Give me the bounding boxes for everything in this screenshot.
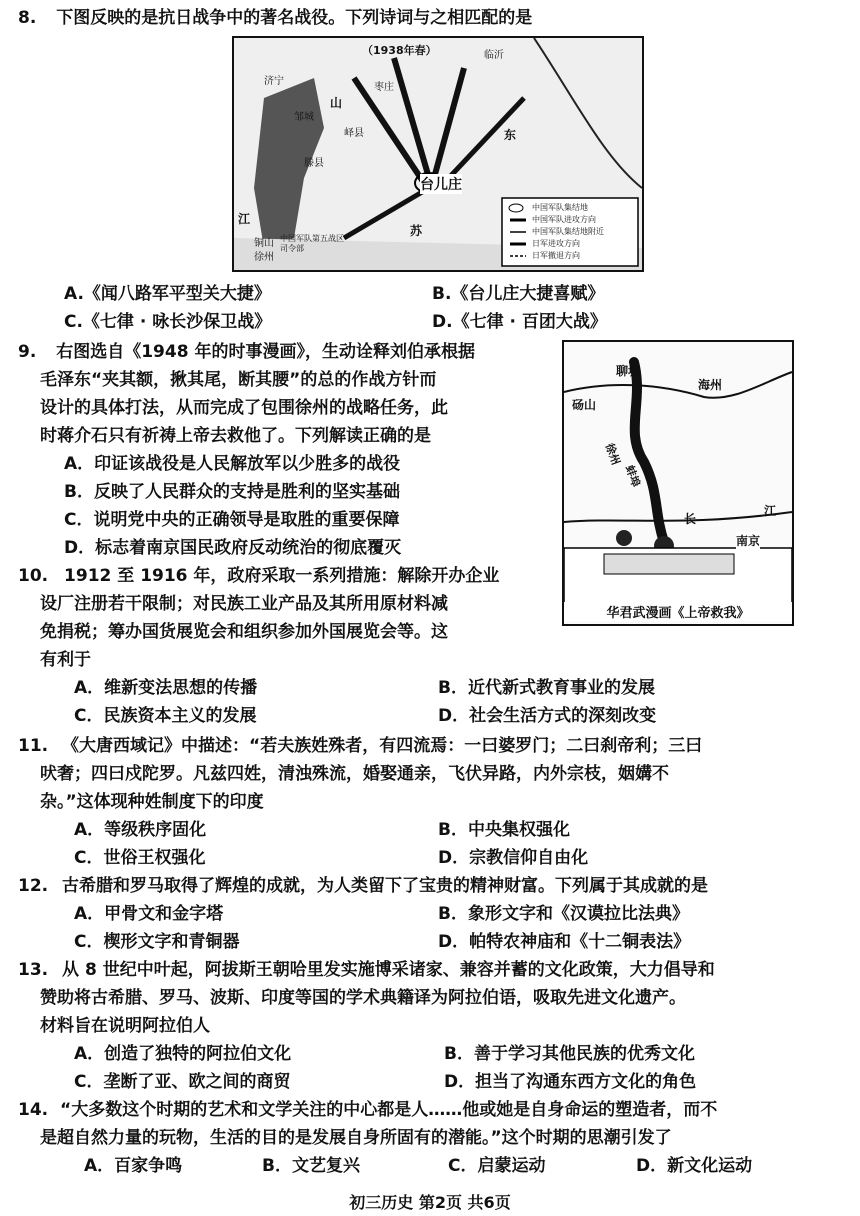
page-footer: 初三历史 第2页 共6页 bbox=[349, 1193, 511, 1212]
q11-line-1-row bbox=[18, 734, 702, 758]
q12-number: 12. bbox=[18, 876, 49, 896]
map-place-linyi: 临沂 bbox=[484, 50, 504, 61]
q10-line-1-row bbox=[18, 564, 499, 588]
q10-line-2: 设厂注册若干限制；对民族工业产品及其所用原材料减 bbox=[40, 594, 448, 614]
q9-number: 9. bbox=[18, 342, 37, 362]
cartoon-place-chang: 长 bbox=[684, 512, 697, 526]
cartoon-paper bbox=[604, 554, 734, 574]
map-year-label: （1938年春） bbox=[362, 44, 437, 57]
q12-option-c[interactable]: C．楔形文字和青铜器 bbox=[74, 932, 240, 952]
q10-line-3: 免捐税；筹办国货展览会和组织参加外国展览会等。这 bbox=[40, 622, 448, 642]
q11-line-1: 《大唐西域记》中描述：“若夫族姓殊者，有四流焉：一曰婆罗门；二曰刹帝利；三曰 bbox=[62, 736, 703, 756]
cartoon-coast-line bbox=[564, 372, 792, 398]
q9-option-d[interactable]: D．标志着南京国民政府反动统治的彻底覆灭 bbox=[64, 538, 402, 558]
map-place-tengxian: 滕县 bbox=[304, 158, 324, 169]
q14-option-a[interactable]: A．百家争鸣 bbox=[84, 1156, 183, 1176]
map-legend-items bbox=[532, 202, 604, 262]
q9-line-4: 时蒋介石只有祈祷上帝去救他了。下列解读正确的是 bbox=[40, 426, 431, 446]
map-coast-line bbox=[534, 38, 642, 188]
cartoon-figure-head bbox=[616, 530, 632, 546]
q11-line-2: 吠奢；四曰戍陀罗。凡兹四姓，清浊殊流，婚娶通亲，飞伏异路，内外宗枝，姻媾不 bbox=[40, 764, 669, 784]
q14-line-1-row bbox=[18, 1098, 717, 1122]
map-place-taierzhuang: 台儿庄 bbox=[420, 174, 462, 194]
cartoon-place-dangshan: 砀山 bbox=[572, 398, 597, 412]
q8-stem bbox=[18, 6, 532, 30]
legend-item-3: 中国军队集结地附近 bbox=[532, 227, 604, 236]
q10-option-a[interactable]: A．维新变法思想的传播 bbox=[74, 678, 258, 698]
god-save-me-cartoon bbox=[562, 340, 794, 626]
q12-option-a[interactable]: A．甲骨文和金字塔 bbox=[74, 904, 224, 924]
map-place-zaozhuang: 枣庄 bbox=[374, 82, 394, 93]
q13-option-c[interactable]: C．垄断了亚、欧之间的商贸 bbox=[74, 1072, 291, 1092]
q9-line-1-row bbox=[18, 340, 475, 364]
q11-option-c[interactable]: C．世俗王权强化 bbox=[74, 848, 206, 868]
q12-option-d[interactable]: D．帕特农神庙和《十二铜表法》 bbox=[438, 932, 691, 952]
q13-line-1-row bbox=[18, 958, 715, 982]
q8-line-1: 下图反映的是抗日战争中的著名战役。下列诗词与之相匹配的是 bbox=[56, 8, 533, 28]
q13-number: 13. bbox=[18, 960, 49, 980]
q12-line-1-row bbox=[18, 874, 708, 898]
q11-option-b[interactable]: B．中央集权强化 bbox=[438, 820, 570, 840]
q10-line-1: 1912 至 1916 年，政府采取一系列措施：解除开办企业 bbox=[64, 566, 500, 586]
q13-option-a[interactable]: A．创造了独特的阿拉伯文化 bbox=[74, 1044, 292, 1064]
map-region-su: 苏 bbox=[410, 224, 423, 238]
q14-line-2: 是超自然力量的玩物，生活的目的是发展自身所固有的潜能。”这个时期的思潮引发了 bbox=[40, 1128, 672, 1148]
q9-option-a[interactable]: A．印证该战役是人民解放军以少胜多的战役 bbox=[64, 454, 401, 474]
map-region-shan: 山 bbox=[330, 96, 343, 110]
cartoon-place-jiang: 江 bbox=[764, 504, 777, 518]
q14-number: 14. bbox=[18, 1100, 49, 1120]
q9-line-1: 右图选自《1948 年的时事漫画》，生动诠释刘伯承根据 bbox=[56, 342, 475, 362]
q8-option-c[interactable]: C.《七律 · 咏长沙保卫战》 bbox=[64, 312, 272, 332]
q14-line-1: “大多数这个时期的艺术和文学关注的中心都是人……他或她是自身命运的塑造者，而不 bbox=[60, 1100, 718, 1120]
cartoon-river-line bbox=[564, 512, 792, 522]
q10-line-4: 有利于 bbox=[40, 650, 91, 670]
q13-option-b[interactable]: B．善于学习其他民族的优秀文化 bbox=[444, 1044, 695, 1064]
legend-item-5: 日军撤退方向 bbox=[532, 251, 580, 260]
cartoon-snake-body bbox=[634, 362, 664, 542]
q11-option-a[interactable]: A．等级秩序固化 bbox=[74, 820, 207, 840]
q8-option-d[interactable]: D.《七律 · 百团大战》 bbox=[432, 312, 607, 332]
cartoon-graphic bbox=[564, 342, 792, 624]
q13-line-1: 从 8 世纪中叶起，阿拔斯王朝哈里发实施博采诸家、兼容并蓄的文化政策，大力倡导和 bbox=[62, 960, 715, 980]
q11-option-d[interactable]: D．宗教信仰自由化 bbox=[438, 848, 589, 868]
legend-item-4: 日军进攻方向 bbox=[532, 239, 580, 248]
cartoon-place-liaocheng: 聊城 bbox=[616, 364, 641, 378]
q10-option-b[interactable]: B．近代新式教育事业的发展 bbox=[438, 678, 655, 698]
taierzhuang-map bbox=[232, 36, 644, 272]
q13-option-d[interactable]: D．担当了沟通东西方文化的角色 bbox=[444, 1072, 697, 1092]
q14-option-b[interactable]: B．文艺复兴 bbox=[262, 1156, 360, 1176]
q14-option-c[interactable]: C．启蒙运动 bbox=[448, 1156, 546, 1176]
q12-line-1: 古希腊和罗马取得了辉煌的成就，为人类留下了宝贵的精神财富。下列属于其成就的是 bbox=[62, 876, 709, 896]
map-place-tongshan: 铜山 bbox=[254, 238, 274, 249]
cartoon-place-bengbu: 蚌埠 bbox=[622, 463, 643, 489]
q10-number: 10. bbox=[18, 566, 49, 586]
map-place-xuzhou: 徐州 bbox=[254, 252, 274, 263]
cartoon-place-xuzhou: 徐州 bbox=[602, 441, 623, 467]
q8-option-b[interactable]: B.《台儿庄大捷喜赋》 bbox=[432, 284, 605, 304]
map-place-zoucheng: 邹城 bbox=[294, 112, 314, 123]
legend-item-1: 中国军队集结地 bbox=[532, 203, 588, 212]
map-place-jining: 济宁 bbox=[264, 76, 284, 87]
q11-number: 11. bbox=[18, 736, 49, 756]
map-arrow-3 bbox=[434, 68, 464, 178]
q11-line-3: 杂。”这体现种姓制度下的印度 bbox=[40, 792, 264, 812]
map-region-dong: 东 bbox=[504, 128, 517, 142]
q9-line-2: 毛泽东“夹其额，揪其尾，断其腰”的总的作战方针而 bbox=[40, 370, 437, 390]
q9-option-c[interactable]: C．说明党中央的正确领导是取胜的重要保障 bbox=[64, 510, 400, 530]
cartoon-place-nanjing: 南京 bbox=[736, 534, 761, 548]
q9-option-b[interactable]: B．反映了人民群众的支持是胜利的坚实基础 bbox=[64, 482, 400, 502]
cartoon-place-haizhou: 海州 bbox=[698, 378, 723, 392]
q10-option-d[interactable]: D．社会生活方式的深刻改变 bbox=[438, 706, 657, 726]
q9-line-3: 设计的具体打法，从而完成了包围徐州的战略任务，此 bbox=[40, 398, 448, 418]
map-place-yixian: 峄县 bbox=[344, 128, 364, 139]
q14-option-d[interactable]: D．新文化运动 bbox=[636, 1156, 753, 1176]
legend-item-2: 中国军队进攻方向 bbox=[532, 215, 596, 224]
q8-number: 8. bbox=[18, 8, 37, 28]
q8-option-a[interactable]: A.《闻八路军平型关大捷》 bbox=[64, 284, 271, 304]
map-station-label: 中国军队第五战区司令部 bbox=[280, 234, 344, 253]
q13-line-3: 材料旨在说明阿拉伯人 bbox=[40, 1016, 210, 1036]
q13-line-2: 赞助将古希腊、罗马、波斯、印度等国的学术典籍译为阿拉伯语，吸取先进文化遗产。 bbox=[40, 988, 686, 1008]
cartoon-caption: 华君武漫画《上帝救我》 bbox=[564, 602, 792, 621]
q10-option-c[interactable]: C．民族资本主义的发展 bbox=[74, 706, 257, 726]
map-region-jiang: 江 bbox=[238, 212, 251, 226]
q12-option-b[interactable]: B．象形文字和《汉谟拉比法典》 bbox=[438, 904, 689, 924]
